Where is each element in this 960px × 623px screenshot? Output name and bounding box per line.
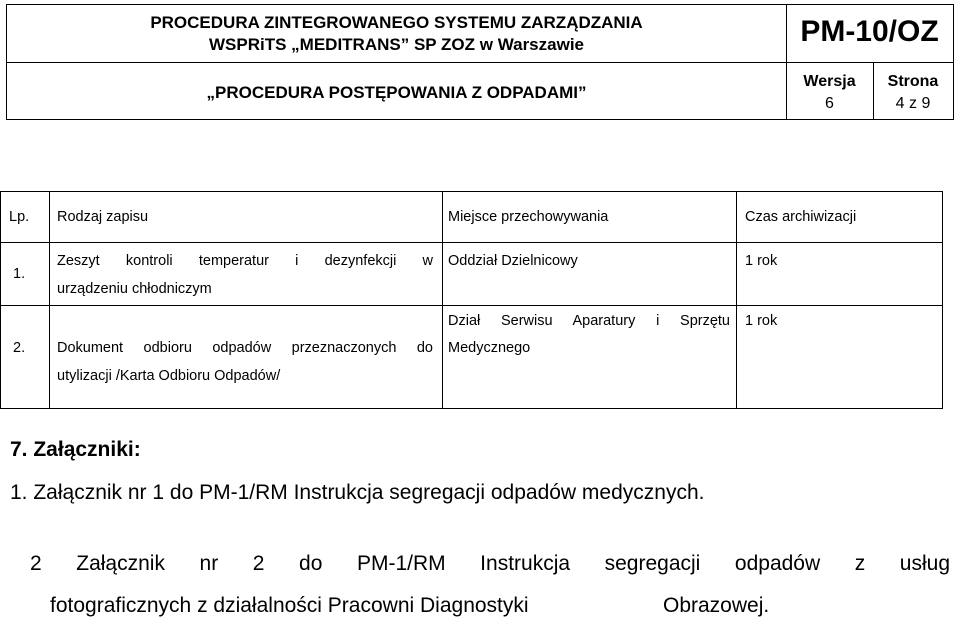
column-header-place: Miejsce przechowywania: [448, 209, 609, 225]
table-divider: [736, 192, 737, 408]
row-2-place-line-2: Medycznego: [448, 340, 531, 356]
table-divider: [1, 242, 942, 243]
header-divider: [7, 62, 786, 63]
header-divider: [786, 62, 953, 63]
records-table: [0, 191, 943, 409]
attachment-item-2-line-1: 2 Załącznik nr 2 do PM-1/RM Instrukcja segregacji odpadów z usług: [30, 552, 950, 575]
row-2-place-line-1: Dział Serwisu Aparatury i Sprzętu: [448, 313, 730, 329]
column-header-record: Rodzaj zapisu: [57, 209, 149, 225]
attachment-item-2-line-2-end: Obrazowej.: [663, 594, 770, 617]
procedure-title: „PROCEDURA POSTĘPOWANIA Z ODPADAMI”: [206, 83, 587, 102]
attachments-title: 7. Załączniki:: [10, 438, 141, 461]
table-divider: [442, 192, 443, 408]
row-1-time: 1 rok: [745, 253, 778, 269]
row-2-record-line-2: utylizacji /Karta Odbioru Odpadów/: [57, 368, 281, 384]
attachment-item-1: 1. Załącznik nr 1 do PM-1/RM Instrukcja segregacji odpadów medycznych.: [10, 481, 705, 504]
page-label: Strona: [887, 73, 939, 90]
column-header-lp: Lp.: [9, 209, 30, 225]
document-code: PM-10/OZ: [800, 15, 939, 48]
attachment-item-2-line-2: fotograficznych z działalności Pracowni Diagnostyki: [50, 594, 529, 617]
row-1-record-line-2: urządzeniu chłodniczym: [57, 281, 212, 297]
document-header: [6, 4, 954, 120]
row-2-time: 1 rok: [745, 313, 778, 329]
row-2-lp: 2.: [13, 340, 26, 356]
version-value: 6: [825, 95, 834, 112]
table-divider: [1, 305, 942, 306]
row-1-record-line-1: Zeszyt kontroli temperatur i dezynfekcji w: [57, 253, 433, 269]
organization-line-2: WSPRiTS „MEDITRANS” SP ZOZ w Warszawie: [209, 35, 584, 54]
row-1-place: Oddział Dzielnicowy: [448, 253, 578, 269]
version-label: Wersja: [803, 73, 856, 90]
table-divider: [49, 192, 50, 408]
row-2-record-line-1: Dokument odbioru odpadów przeznaczonych do: [57, 340, 433, 356]
row-1-lp: 1.: [13, 266, 26, 282]
organization-line-1: PROCEDURA ZINTEGROWANEGO SYSTEMU ZARZĄDZANIA: [150, 13, 643, 32]
column-header-time: Czas archiwizacji: [745, 209, 857, 225]
page-value: 4 z 9: [895, 95, 931, 112]
